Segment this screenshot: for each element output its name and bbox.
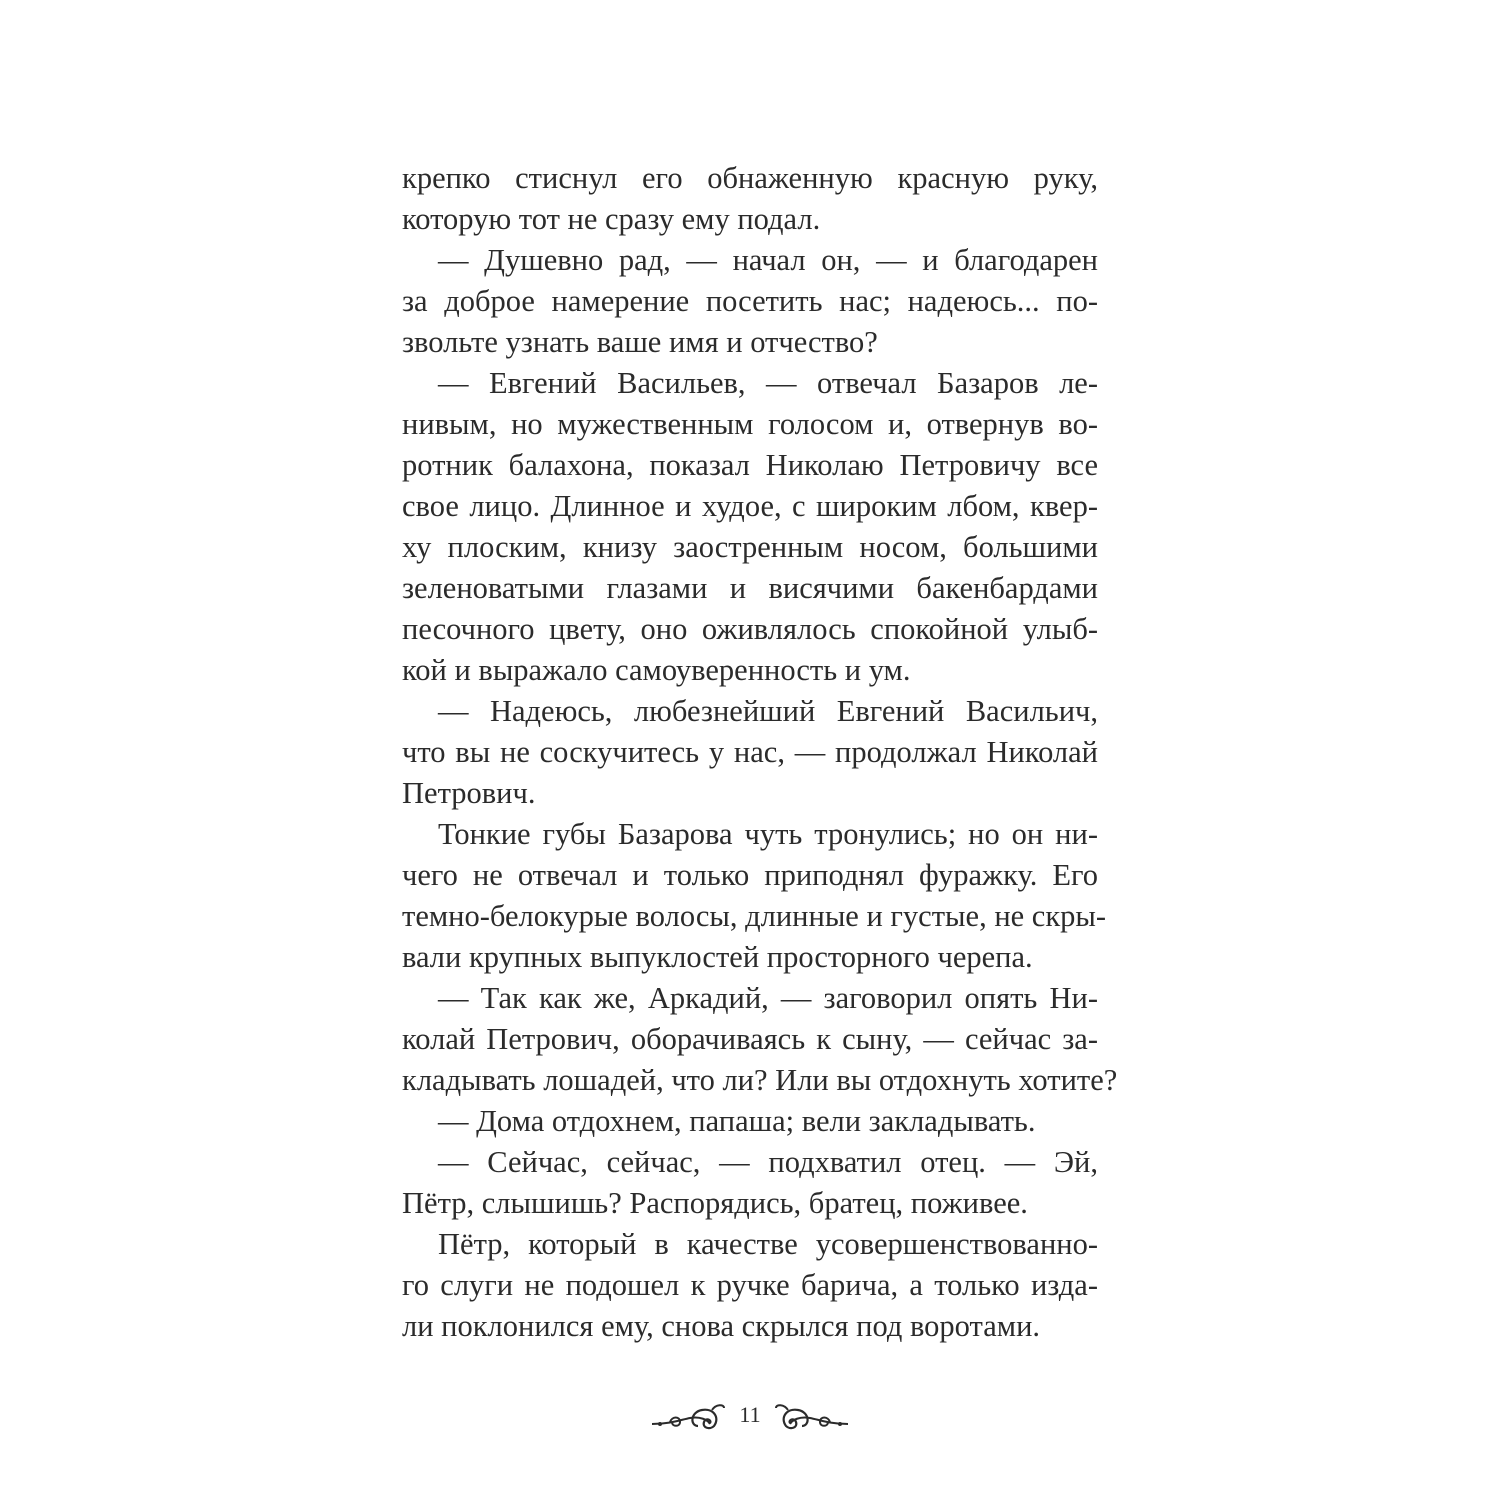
text-line: зеленоватыми глазами и висячими бакенбардами bbox=[402, 571, 1098, 605]
text-line: за доброе намерение посетить нас; надеюсь... по- bbox=[402, 284, 1098, 318]
text-line: темно-белокурые волосы, длинные и густые, не скры- bbox=[402, 899, 1107, 933]
page-number: 11 bbox=[739, 1402, 761, 1427]
text-line: — Надеюсь, любезнейший Евгений Васильич, bbox=[438, 694, 1098, 728]
text-line: песочного цвету, оно оживлялось спокойной улыб- bbox=[402, 612, 1098, 646]
text-line: го слуги не подошел к ручке барича, а только изда- bbox=[402, 1268, 1098, 1302]
text-line: Пётр, который в качестве усовершенствованно- bbox=[438, 1227, 1098, 1261]
text-line: крепко стиснул его обнаженную красную руку, bbox=[402, 161, 1098, 195]
text-line: ли поклонился ему, снова скрылся под воротами. bbox=[402, 1309, 1041, 1343]
text-line: что вы не соскучитесь у нас, — продолжал Николай bbox=[402, 735, 1098, 769]
page-footer bbox=[0, 1398, 1500, 1438]
text-line: нивым, но мужественным голосом и, отвернув во- bbox=[402, 407, 1098, 441]
right-swirl-ornament-icon bbox=[770, 1398, 850, 1443]
text-line: звольте узнать ваше имя и отчество? bbox=[402, 325, 878, 359]
text-line: кой и выражало самоуверенность и ум. bbox=[402, 653, 911, 687]
text-line: колай Петрович, оборачиваясь к сыну, — сейчас за- bbox=[402, 1022, 1098, 1056]
text-line: вали крупных выпуклостей просторного черепа. bbox=[402, 940, 1033, 974]
text-line: чего не отвечал и только приподнял фуражку. Его bbox=[402, 858, 1098, 892]
text-line: ротник балахона, показал Николаю Петровичу все bbox=[402, 448, 1098, 482]
text-line: Тонкие губы Базарова чуть тронулись; но он ни- bbox=[438, 817, 1098, 851]
text-line: кладывать лошадей, что ли? Или вы отдохнуть хотите? bbox=[402, 1063, 1118, 1097]
text-line: — Дома отдохнем, папаша; вели закладывать. bbox=[438, 1104, 1036, 1138]
text-line: — Евгений Васильев, — отвечал Базаров ле- bbox=[438, 366, 1098, 400]
left-swirl-ornament-icon bbox=[650, 1398, 730, 1443]
text-line: которую тот не сразу ему подал. bbox=[402, 202, 821, 236]
body-text bbox=[402, 158, 1118, 1347]
text-line: — Так как же, Аркадий, — заговорил опять Ни- bbox=[438, 981, 1098, 1015]
text-line: ху плоским, книзу заостренным носом, большими bbox=[402, 530, 1098, 564]
text-line: — Душевно рад, — начал он, — и благодарен bbox=[438, 243, 1098, 277]
text-line: Пётр, слышишь? Распорядись, братец, поживее. bbox=[402, 1186, 1028, 1220]
text-line: свое лицо. Длинное и худое, с широким лбом, квер- bbox=[402, 489, 1098, 523]
text-line: — Сейчас, сейчас, — подхватил отец. — Эй, bbox=[438, 1145, 1098, 1179]
text-line: Петрович. bbox=[402, 776, 536, 810]
